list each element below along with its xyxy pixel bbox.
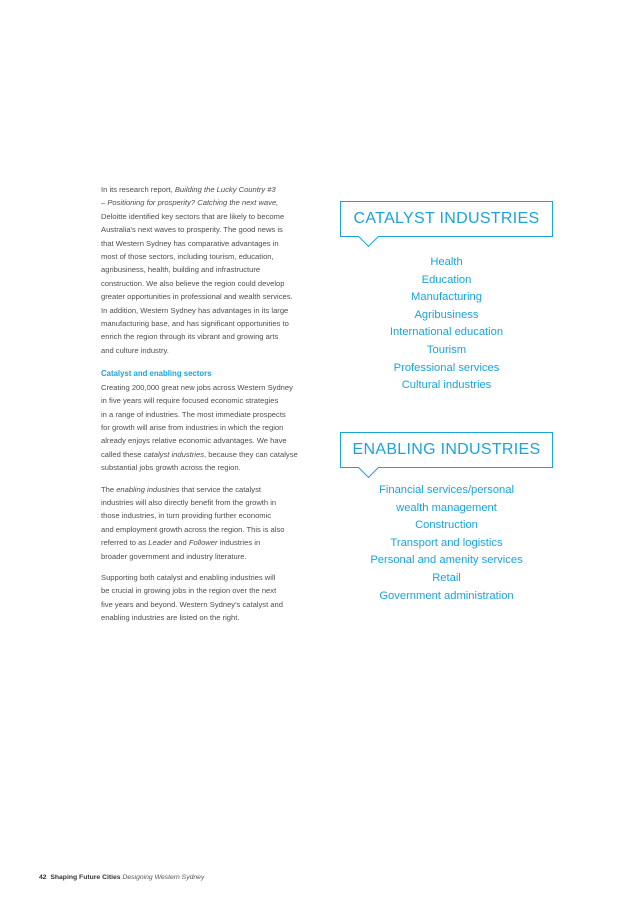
list-item: Financial services/personal [379,484,514,496]
list-item: International education [389,326,504,339]
enabling-industries-callout [340,432,553,468]
catalyst-paragraph: Creating 200,000 great new jobs across Western Sydney in five years will require focused economic strategies in a range of industries. The most immediate prospects for growth will arise from industries in which the region already enjoys relative economic advantages. We have called these catalyst industries, because they can catalyse substantial jobs growth across the region. [101,382,298,473]
list-item: Health [430,256,463,268]
enabling-paragraph: The enabling industries that service the catalyst industries will also directly benefit from the growth in those industries, in turn providing further economic and employment growth across the region. This is also referred to as Leader and Follower industries in broader government and industry literature. [101,484,285,561]
list-item: Tourism [426,343,467,356]
page-number: 42 [39,874,47,881]
list-item: Government administration [379,589,514,602]
list-item: Retail [432,571,461,584]
footer-subtitle: Designing Western Sydney [122,874,205,881]
list-item: Professional services [393,361,500,374]
list-item: wealth management [396,501,497,514]
catalyst-industries-list [340,254,553,395]
body-text-column [101,183,315,633]
list-item: Construction [415,519,478,532]
list-item: Transport and logistics [390,536,503,549]
enabling-industries-title: ENABLING INDUSTRIES [352,441,541,458]
intro-paragraph: In its research report, Building the Lucky Country #3 – Positioning for prosperity? Catching the next wave, Deloitte identified key sectors that are likely to become Australia's next waves to prosperity. The good news is that Western Sydney has comparative advantages in most of those sectors, including tourism, education, agribusiness, health, building and infrastructure construction. We also believe the region could develop greater opportunities in professional and wealth services. In addition, Western Sydney has advantages in its large manufacturing base, and has significant opportunities to enrich the region through its vibrant and growing arts and culture industry. [101,185,293,355]
enabling-industries-list [340,482,553,605]
list-item: Cultural industries [401,379,492,392]
list-item: Manufacturing [411,291,482,304]
list-item: Agribusiness [414,308,479,321]
supporting-paragraph: Supporting both catalyst and enabling industries will be crucial in growing jobs in the region over the next five years and beyond. Western Sydney's catalyst and enabling industries are listed on the right. [101,572,283,623]
list-item: Education [421,273,472,286]
page-footer [39,874,204,881]
list-item: Personal and amenity services [370,554,523,567]
catalyst-industries-callout [340,201,553,237]
section-heading: Catalyst and enabling sectors [101,369,212,379]
footer-title: Shaping Future Cities [50,874,121,881]
catalyst-industries-title: CATALYST INDUSTRIES [353,210,540,227]
